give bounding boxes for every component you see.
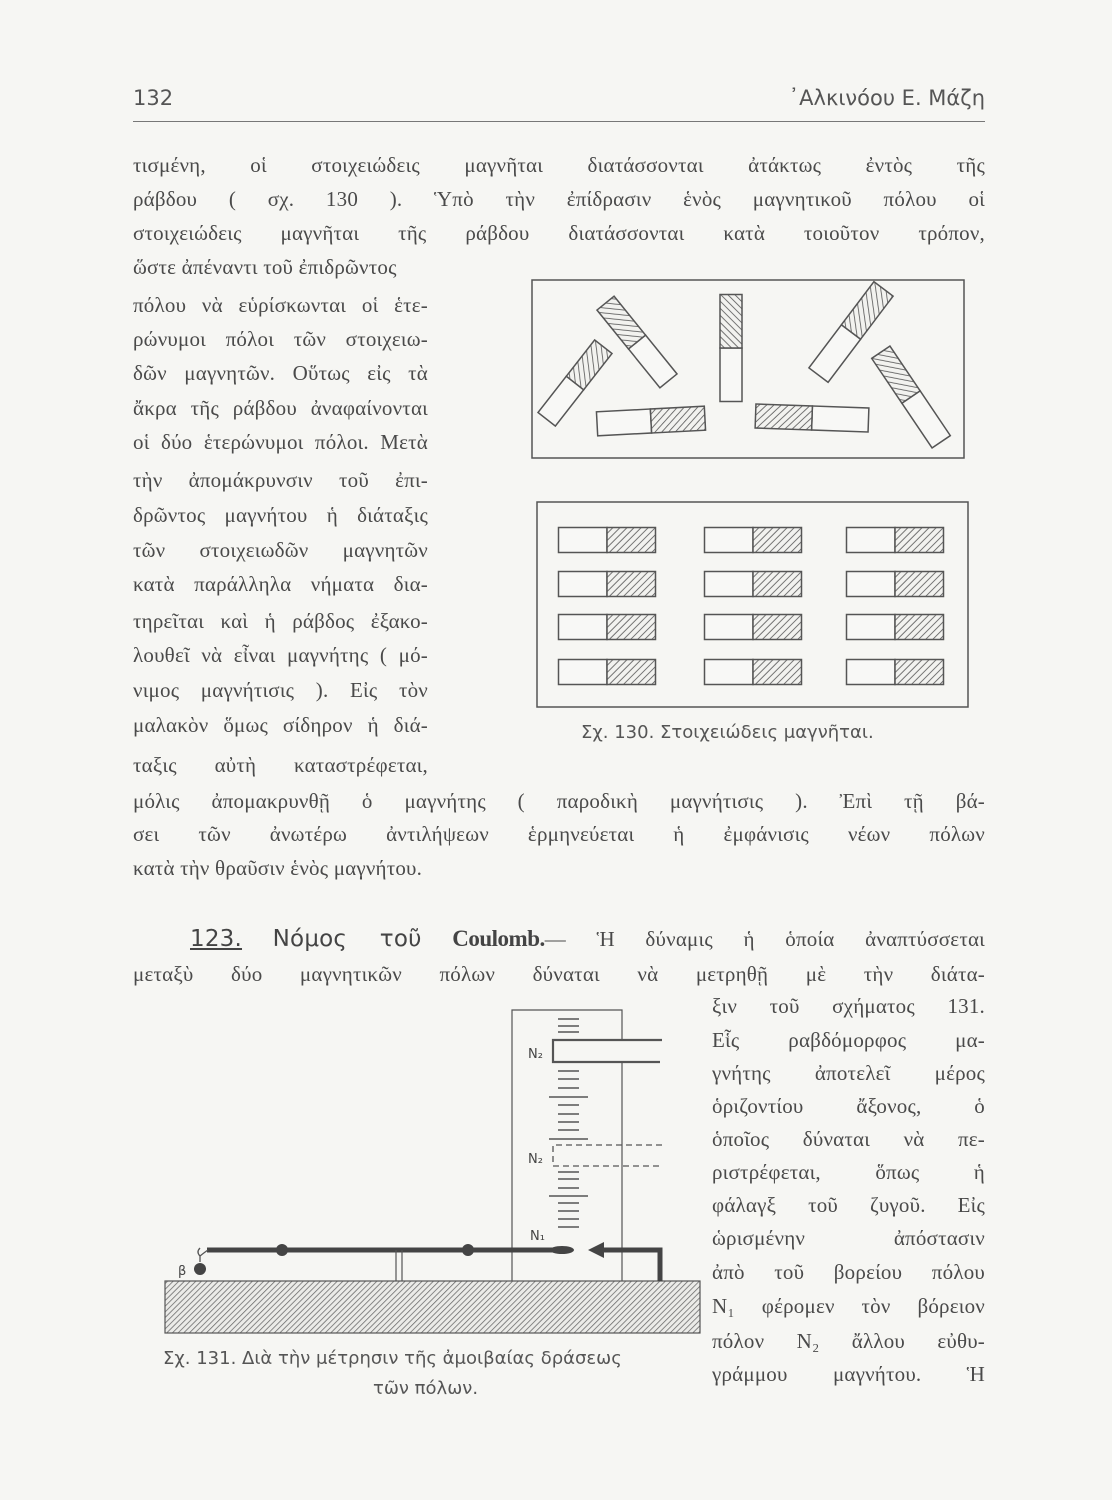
elementary-magnet — [755, 404, 869, 432]
text-line: τισμένη, οἱ στοιχειώδεις μαγνῆται διατάσσονται ἀτάκτως ἐντὸς τῆς — [133, 153, 985, 177]
elementary-magnet — [559, 572, 656, 597]
figure-131-caption-line1: Σχ. 131. Διὰ τὴν μέτρησιν τῆς ἀμοιβαίας δράσεως — [163, 1348, 622, 1369]
text-line: μόλις ἀπομακρυνθῇ ὁ μαγνήτης ( παροδικὴ μαγνήτισις ). Ἐπὶ τῇ βά- — [133, 789, 985, 813]
elementary-magnet — [705, 615, 802, 640]
elementary-magnet — [559, 615, 656, 640]
label-n1: N₁ — [530, 1229, 545, 1244]
counterweight — [276, 1244, 288, 1256]
elementary-magnet — [872, 346, 951, 448]
section-title-name: Coulomb. — [452, 926, 545, 951]
elementary-magnet — [720, 295, 742, 402]
text-line: μεταξὺ δύο μαγνητικῶν πόλων δύναται νὰ μετρηθῇ μὲ τὴν διάτα- — [133, 962, 985, 986]
arrow-head-icon — [588, 1242, 604, 1258]
section-heading-line — [190, 922, 985, 956]
section-title: Νόμος τοῦ — [272, 926, 422, 952]
text-line: κατὰ τὴν θραῦσιν ἑνὸς μαγνήτου. — [133, 856, 423, 880]
text-line: ὥστε ἀπέναντι τοῦ ἐπιδρῶντος — [133, 255, 397, 279]
text-line: δρῶντος μαγνήτου ἡ διάταξις — [133, 503, 428, 527]
text-line: σει τῶν ἀνωτέρω ἀντιλήψεων ἑρμηνεύεται ἡ ἐμφάνισις νέων πόλων — [133, 822, 985, 846]
text-line: ἄκρα τῆς ράβδου ἀναφαίνονται — [133, 396, 428, 420]
text-line: νιμος μαγνήτισις ). Εἰς τὸν — [133, 678, 428, 702]
elementary-magnet — [705, 660, 802, 685]
elementary-magnet — [847, 660, 944, 685]
label-n2-dashed: N₂ — [528, 1152, 543, 1167]
header-rule — [133, 121, 985, 122]
elementary-magnet — [705, 528, 802, 553]
pole-n2-rod — [600, 1250, 660, 1281]
text-line: ὁποῖος δύναται νὰ πε- — [712, 1127, 985, 1151]
text-line: ράβδου ( σχ. 130 ). Ὑπὸ τὴν ἐπίδρασιν ἑνὸς μαγνητικοῦ πόλου οἱ — [133, 187, 985, 211]
text-line: μαλακὸν ὅμως σίδηρον ἡ διά- — [133, 713, 428, 737]
ground-base — [165, 1281, 700, 1333]
text-line: ὡρισμένην ἀπόστασιν — [712, 1226, 985, 1250]
elementary-magnet — [847, 615, 944, 640]
text-line: δῶν μαγνητῶν. Οὕτως εἰς τὰ — [133, 361, 428, 385]
text-line: φάλαγξ τοῦ ζυγοῦ. Εἰς — [712, 1193, 985, 1217]
figure-130-caption: Σχ. 130. Στοιχειώδεις μαγνῆται. — [581, 722, 874, 743]
elementary-magnet — [597, 296, 677, 388]
pivot — [462, 1244, 474, 1256]
text-line: λουθεῖ νὰ εἶναι μαγνήτης ( μό- — [133, 643, 428, 667]
text-line: Εἷς ραβδόμορφος μα- — [712, 1028, 985, 1052]
text-line: οἱ δύο ἑτερώνυμοι πόλοι. Μετὰ — [133, 430, 428, 454]
magnet-n1-tip — [550, 1246, 574, 1254]
text-line: πόλον N₂ ἄλλου εὐθυ- — [712, 1329, 985, 1353]
elementary-magnet — [559, 660, 656, 685]
magnet-n2-position — [553, 1040, 662, 1062]
text-line: ὁριζοντίου ἄξονος, ὁ — [712, 1094, 985, 1118]
page-number: 132 — [133, 86, 174, 110]
elementary-magnet — [847, 528, 944, 553]
text-line: κατὰ παράλληλα νήματα δια- — [133, 572, 428, 596]
scale-ticks — [549, 1019, 588, 1227]
text-line: N₁ φέρομεν τὸν βόρειον — [712, 1294, 985, 1318]
elementary-magnet — [847, 572, 944, 597]
text-line: στοιχειώδεις μαγνῆται τῆς ράβδου διατάσσονται κατὰ τοιοῦτον τρόπον, — [133, 221, 985, 245]
text-line: ξιν τοῦ σχήματος 131. — [712, 994, 985, 1018]
running-header-author: ᾿Αλκινόου Ε. Μάζη — [788, 86, 985, 110]
text-line: γνήτης ἀποτελεῖ μέρος — [712, 1061, 985, 1085]
text-line: γράμμου μαγνήτου. Ἡ — [712, 1362, 985, 1386]
text-line: ριστρέφεται, ὅπως ἡ — [712, 1160, 985, 1184]
text-line: τὴν ἀπομάκρυνσιν τοῦ ἐπι- — [133, 468, 428, 492]
label-beta: β — [178, 1264, 187, 1279]
elementary-magnet — [559, 528, 656, 553]
elementary-magnet — [705, 572, 802, 597]
magnet-n2-dashed-position — [553, 1145, 662, 1166]
section-first-line: — Ἡ δύναμις ἡ ὁποία ἀναπτύσσεται — [544, 927, 986, 951]
text-line: ταξις αὐτὴ καταστρέφεται, — [133, 753, 428, 777]
figure-131-apparatus — [165, 1010, 700, 1333]
text-line: τῶν στοιχειωδῶν μαγνητῶν — [133, 538, 428, 562]
figure-130-disordered — [532, 280, 964, 458]
text-line: ἀπὸ τοῦ βορείου πόλου — [712, 1260, 985, 1284]
elementary-magnet — [596, 406, 705, 436]
text-line: πόλου νὰ εὑρίσκωνται οἱ ἑτε- — [133, 293, 428, 317]
text-line: ρώνυμοι πόλοι τῶν στοιχειω- — [133, 327, 428, 351]
figure-131-caption-line2: τῶν πόλων. — [373, 1378, 479, 1399]
text-line: τηρεῖται καὶ ἡ ράβδος ἐξακο- — [133, 609, 428, 633]
weight-ball — [194, 1263, 206, 1275]
label-n2-top: N₂ — [528, 1047, 543, 1062]
figure-130-aligned — [537, 502, 968, 707]
section-number: 123. — [190, 926, 243, 952]
